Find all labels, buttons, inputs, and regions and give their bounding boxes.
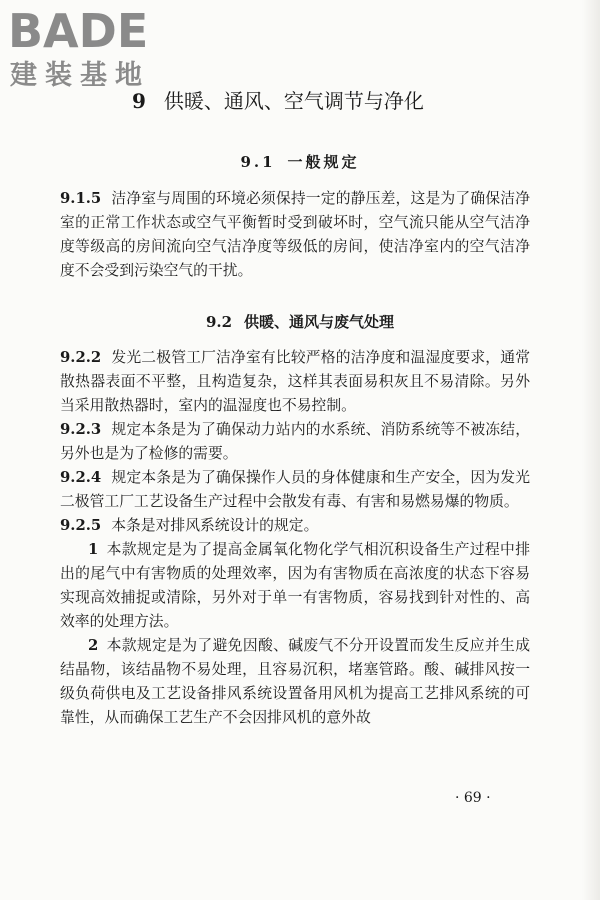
chapter-number: 9	[132, 89, 146, 113]
section-1-body	[60, 187, 530, 283]
clause-paragraph	[60, 187, 530, 283]
item-paragraph	[60, 634, 530, 730]
logo-word: BADE	[8, 4, 149, 58]
section-title-text: 供暖、通风与废气处理	[244, 313, 395, 331]
bade-logo	[8, 6, 183, 94]
section-number: 9.2	[205, 313, 233, 331]
clause-text: 洁净室与周围的环境必须保持一定的静压差，这是为了确保洁净室的正常工作状态或空气平衡暂时受到破坏时，空气流只能从空气洁净度等级高的房间流向空气洁净度等级低的房间，使洁净室内的空气洁净度不会受到污染空气的干扰。	[60, 190, 530, 279]
section-title-9-2	[0, 311, 600, 333]
item-text: 本款规定是为了提高金属氧化物化学气相沉积设备生产过程中排出的尾气中有害物质的处理效率，因为有害物质在高浓度的状态下容易实现高效捕捉或清除，另外对于单一有害物质，容易找到针对性的、高效率的处理方法。	[60, 541, 530, 630]
clause-number: 9.1.5	[60, 190, 102, 207]
clause-paragraph	[60, 346, 530, 418]
clause-text: 本条是对排风系统设计的规定。	[111, 517, 319, 534]
item-number: 1	[88, 541, 99, 558]
clause-paragraph	[60, 466, 530, 514]
section-title-9-1	[0, 151, 600, 173]
clause-text: 规定本条是为了确保操作人员的身体健康和生产安全，因为发光二极管工厂工艺设备生产过程中会散发有毒、有害和易燃易爆的物质。	[60, 469, 530, 510]
page-number: · 69 ·	[455, 790, 491, 806]
chapter-title	[132, 86, 472, 116]
section-number: 9.1	[240, 153, 276, 171]
clause-number: 9.2.5	[60, 517, 102, 534]
clause-number: 9.2.3	[60, 421, 102, 438]
item-number: 2	[88, 637, 99, 654]
logo-subtitle: 建装基地	[10, 60, 150, 91]
clause-text: 规定本条是为了确保动力站内的水系统、消防系统等不被冻结，另外也是为了检修的需要。	[60, 421, 530, 462]
chapter-title-text: 供暖、通风、空气调节与净化	[163, 89, 424, 113]
section-title-text: 一般规定	[287, 153, 360, 171]
clause-paragraph	[60, 418, 530, 466]
item-text: 本款规定是为了避免因酸、碱废气不分开设置而发生反应并生成结晶物，该结晶物不易处理，且容易沉积，堵塞管路。酸、碱排风按一级负荷供电及工艺设备排风系统设置备用风机为提高工艺排风系统的可靠性，从而确保工艺生产不会因排风机的意外故	[60, 637, 530, 726]
clause-paragraph	[60, 514, 530, 538]
page-edge-shadow	[582, 0, 600, 900]
clause-text: 发光二极管工厂洁净室有比较严格的洁净度和温湿度要求，通常散热器表面不平整，且构造复杂，这样其表面易积灰且不易清除。另外当采用散热器时，室内的温湿度也不易控制。	[60, 349, 530, 414]
item-paragraph	[60, 538, 530, 634]
clause-number: 9.2.4	[60, 469, 102, 486]
clause-number: 9.2.2	[60, 349, 102, 366]
section-2-body	[60, 346, 530, 730]
